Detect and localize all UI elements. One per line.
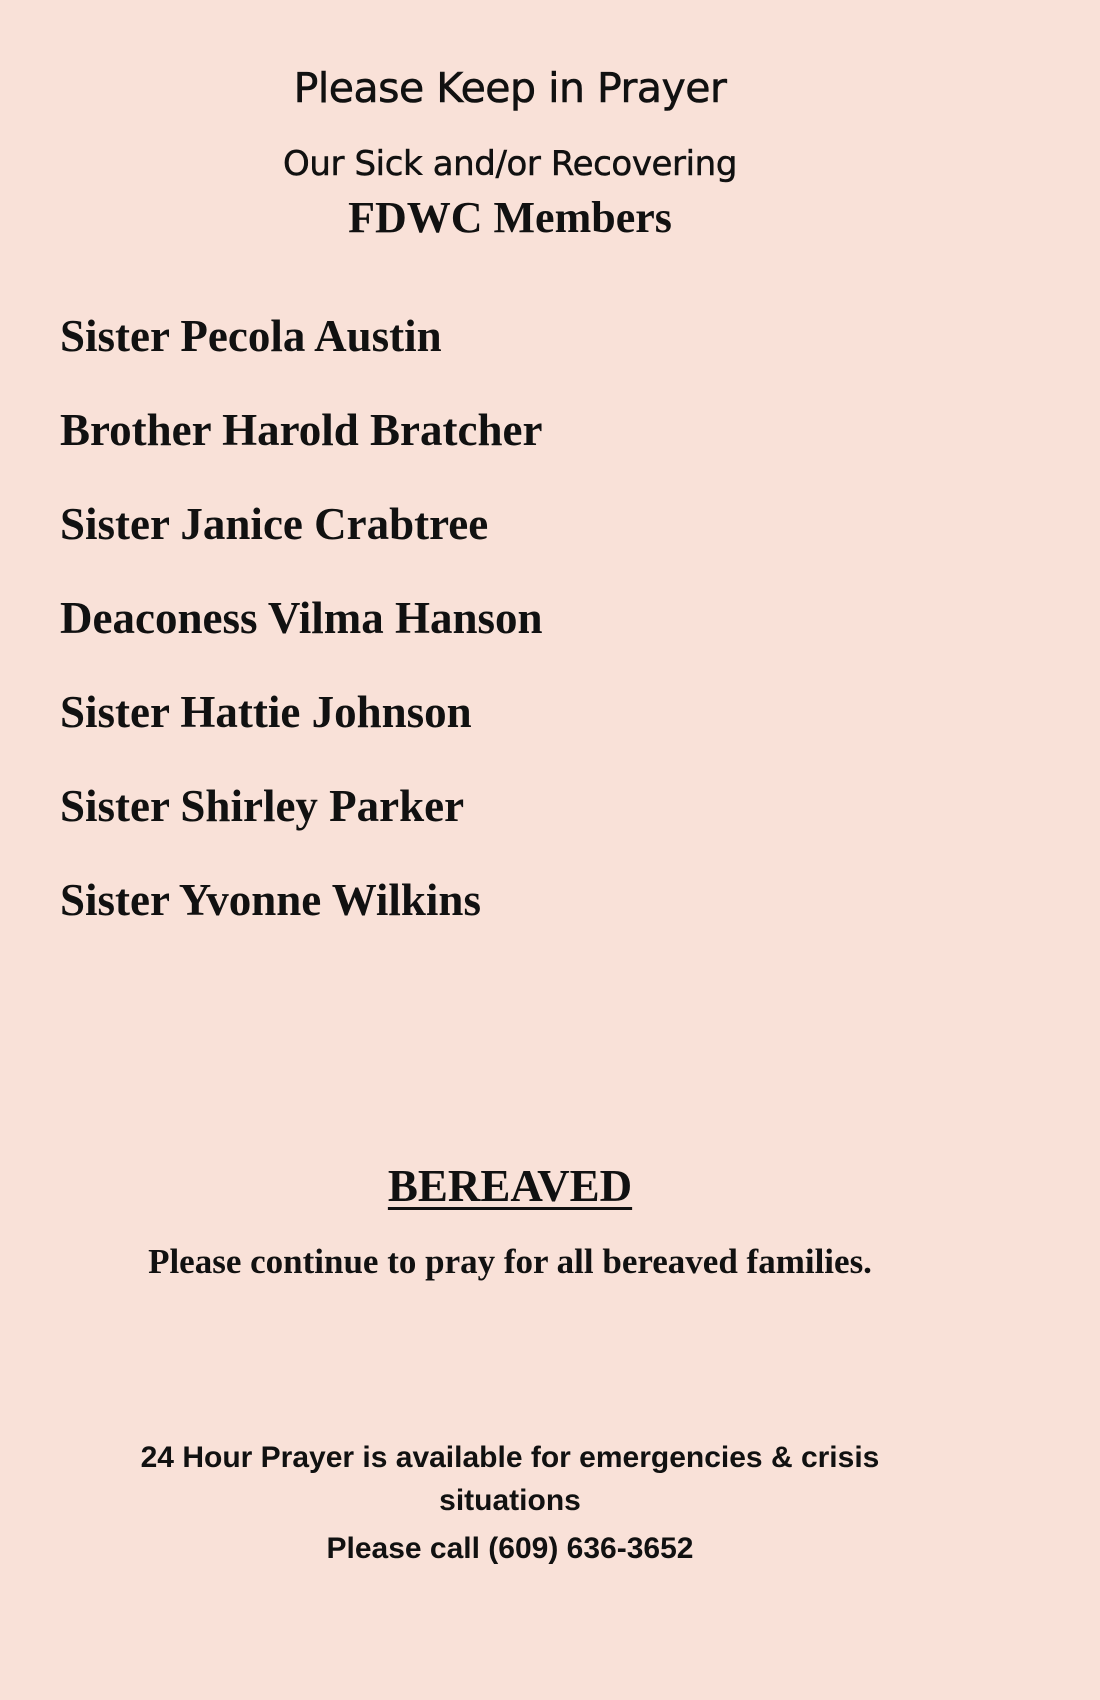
member-name: Sister Yvonne Wilkins	[60, 875, 481, 925]
member-name: Sister Hattie Johnson	[60, 687, 472, 737]
prayer-phone: Please call (609) 636-3652	[326, 1532, 694, 1565]
member-name: Deaconess Vilma Hanson	[60, 593, 543, 643]
bereaved-heading: BEREAVED	[387, 1161, 633, 1211]
prayer-line-info	[0, 1436, 1020, 1570]
prayer-line-text: 24 Hour Prayer is available for emergencies & crisis	[140, 1441, 880, 1474]
page-title: Please Keep in Prayer	[293, 64, 727, 112]
member-name: Sister Janice Crabtree	[60, 499, 489, 549]
member-name: Sister Shirley Parker	[60, 781, 465, 831]
page-subtitle: Our Sick and/or Recovering	[282, 144, 738, 184]
bereaved-text: Please continue to pray for all bereaved families.	[148, 1242, 872, 1281]
page-subtitle-members: FDWC Members	[348, 193, 672, 242]
member-name: Brother Harold Bratcher	[60, 405, 543, 455]
prayer-line-text-cont: situations	[439, 1484, 581, 1517]
member-list	[60, 310, 543, 968]
member-name: Sister Pecola Austin	[60, 311, 442, 361]
